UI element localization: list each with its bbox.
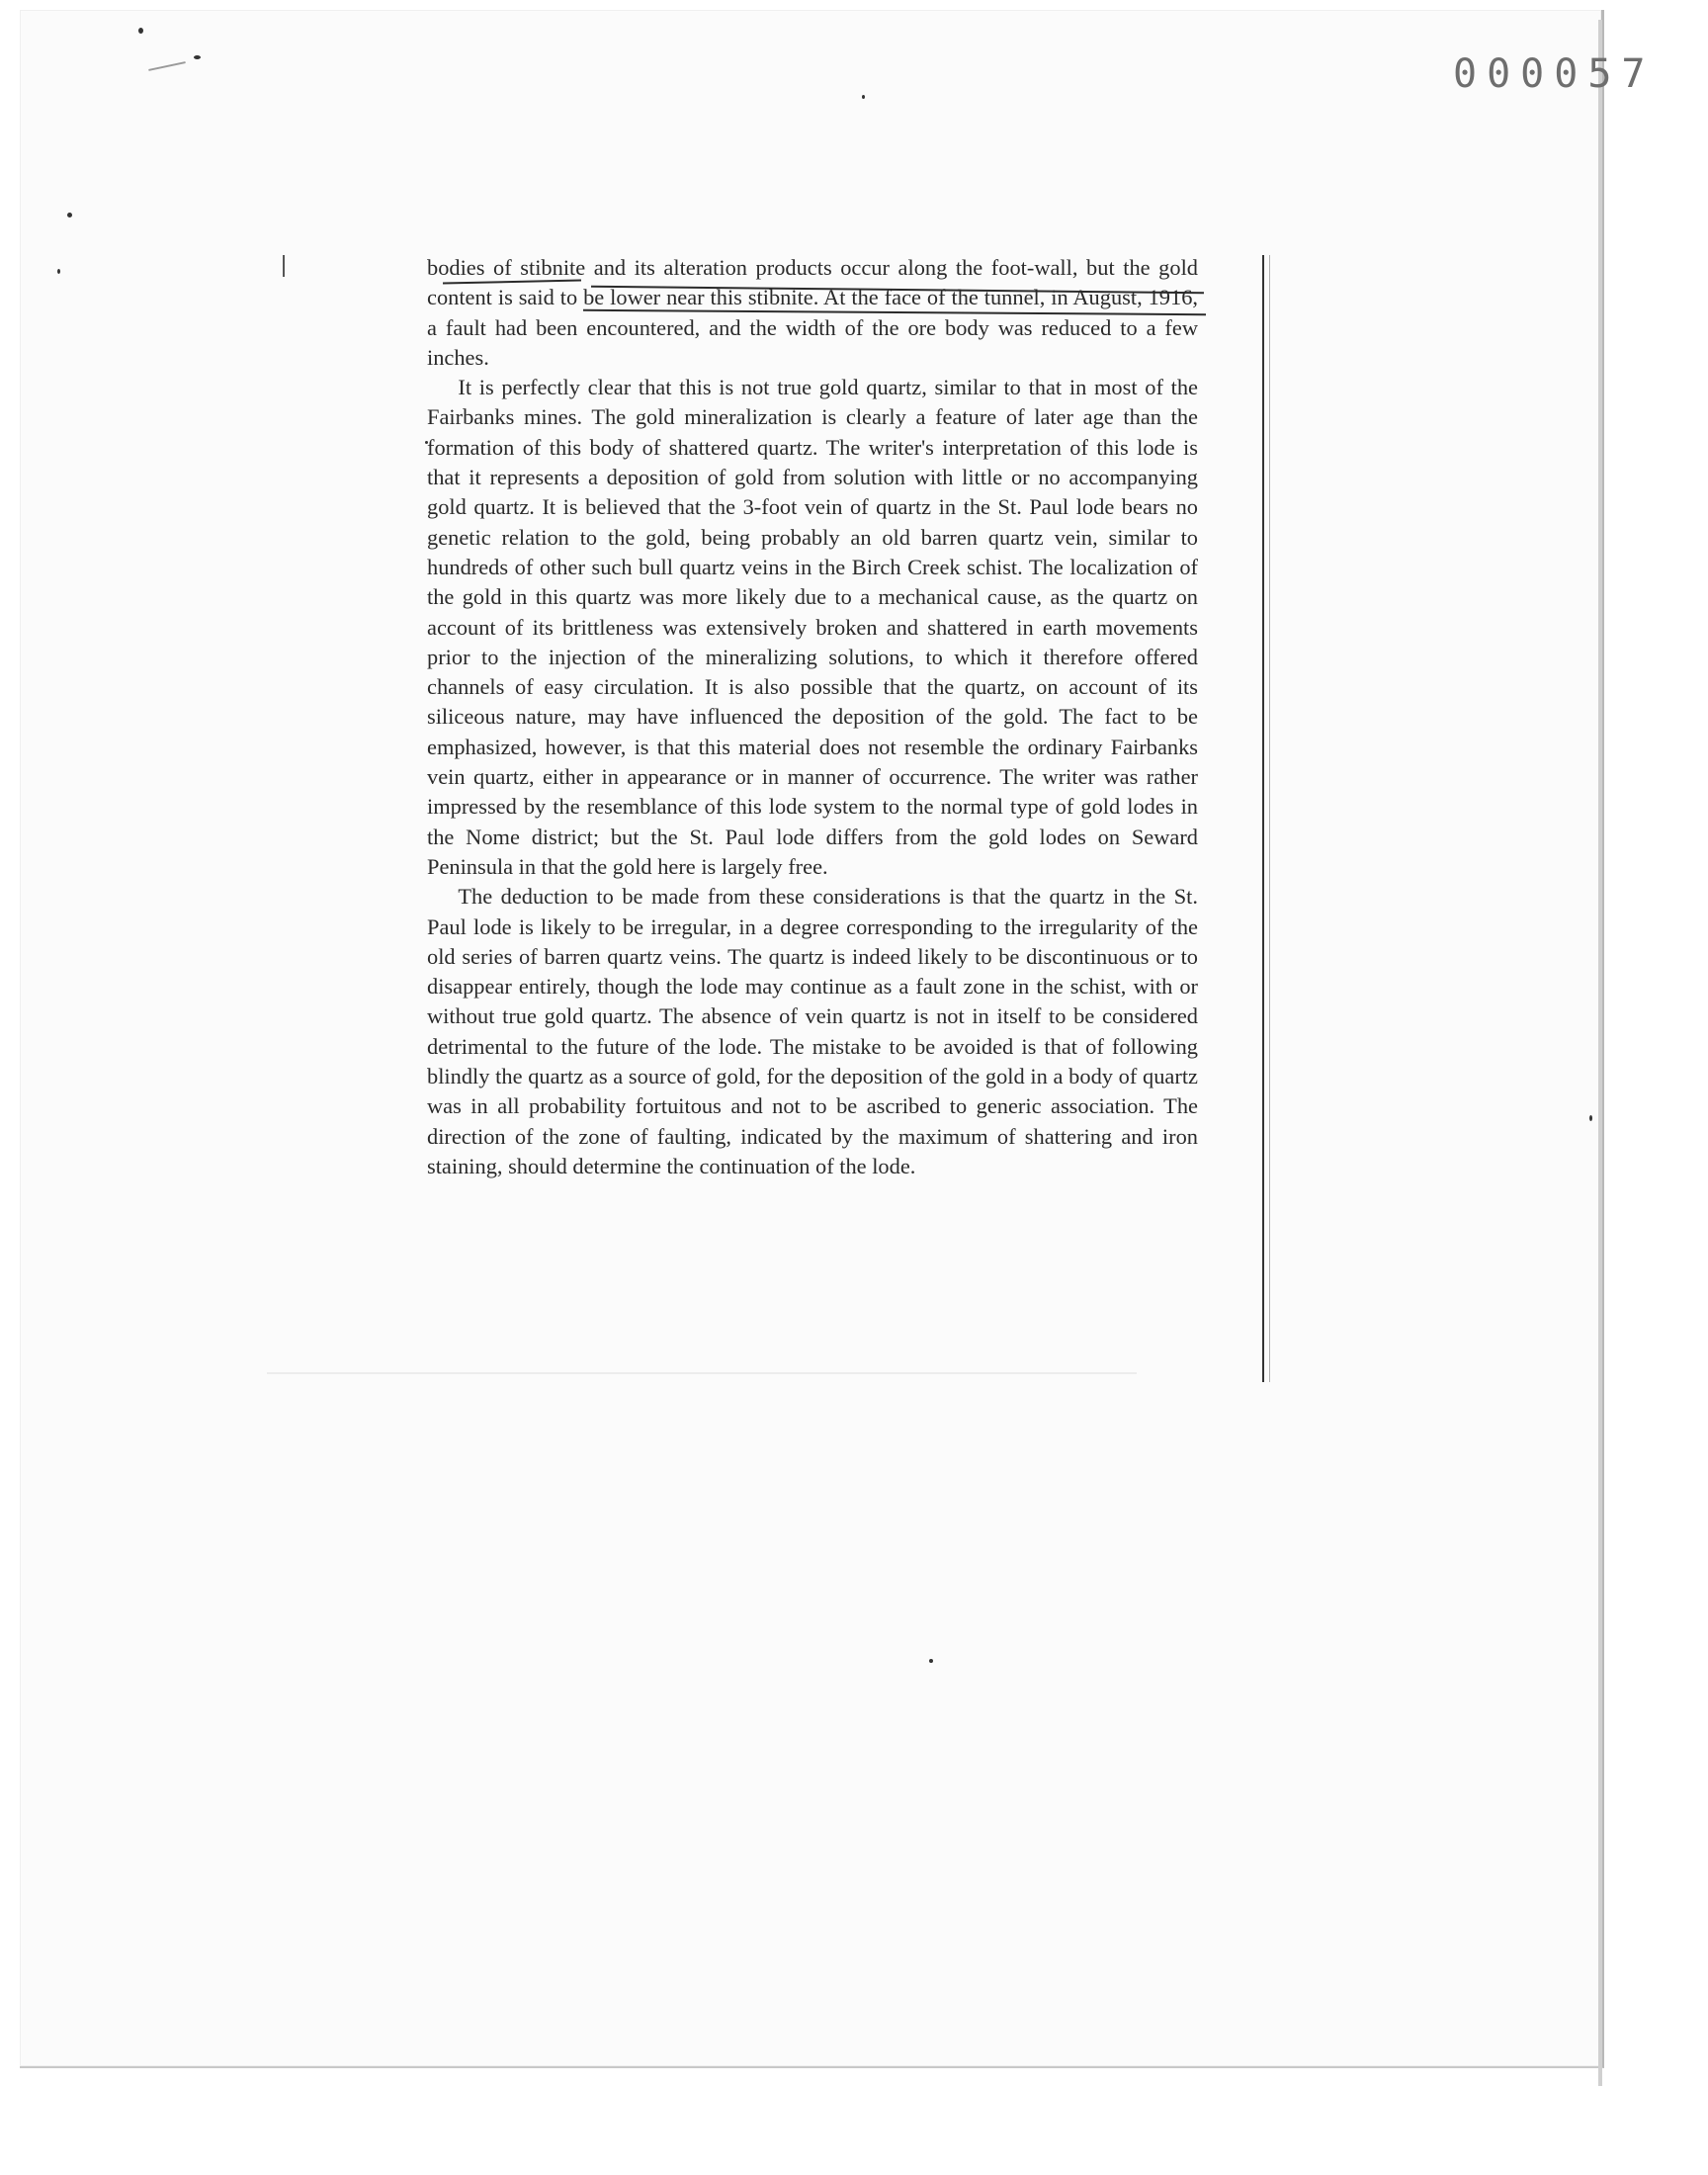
control-number: 000057 (1453, 51, 1656, 97)
margin-rule (1262, 255, 1264, 1382)
scan-speck (929, 1659, 933, 1663)
body-text (427, 253, 1198, 1181)
scan-speck (67, 213, 72, 218)
scan-speck (194, 55, 201, 59)
paragraph: It is perfectly clear that this is not true gold quartz, similar to that in most of the Fairbanks mines. The gold mineralization is clearly a feature of later age than the formation of this body of shattered quartz. The writer's interpretation of this lode is that it represents a deposition of gold from solution with little or no accompanying gold quartz. It is believed that the 3-foot vein of quartz in the St. Paul lode bears no genetic relation to the gold, being probably an old barren quartz vein, similar to hundreds of other such bull quartz veins in the Birch Creek schist. The localization of the gold in this quartz was more likely due to a mechanical cause, as the quartz on account of its brittleness was extensively broken and shattered in earth movements prior to the injection of the mineralizing solutions, to which it therefore offered channels of easy circulation. It is also possible that the quartz, on account of its siliceous nature, may have influenced the deposition of the gold. The fact to be emphasized, however, is that this material does not resemble the ordinary Fairbanks vein quartz, either in appearance or in manner of occurrence. The writer was rather impressed by the resemblance of this lode system to the normal type of gold lodes in the Nome district; but the St. Paul lode differs from the gold lodes on Seward Peninsula in that the gold here is largely free. (427, 375, 1198, 879)
scan-speck (57, 269, 60, 274)
paragraph: bodies of stibnite and its alteration products occur along the foot-wall, but the gold content is said to be lower near this stibnite. At the face of the tunnel, in August, 1916, a fault had been encountered, and the width of the ore body was reduced to a few inches. (427, 255, 1198, 370)
paragraph: The deduction to be made from these considerations is that the quartz in the St. Paul lode is likely to be irregular, in a degree corresponding to the irregularity of the old series of barren quartz veins. The quartz is indeed likely to be discontinuous or to disappear entirely, though the lode may continue as a fault zone in the schist, with or without true gold quartz. The absence of vein quartz is not in itself to be considered detrimental to the future of the lode. The mistake to be avoided is that of following blindly the quartz as a source of gold, for the deposition of the gold in a body of quartz was in all probability fortuitous and not to be ascribed to generic association. The direction of the zone of faulting, indicated by the maximum of shattering and iron staining, should determine the continuation of the lode. (427, 884, 1198, 1178)
margin-tick (283, 255, 285, 277)
text-block-shadow (267, 1372, 1137, 1374)
margin-rule-shadow (1269, 255, 1270, 1382)
scan-speck (1589, 1115, 1592, 1121)
page-edge-shadow (1598, 20, 1602, 2086)
scan-speck (862, 95, 865, 99)
scan-speck (138, 28, 143, 34)
